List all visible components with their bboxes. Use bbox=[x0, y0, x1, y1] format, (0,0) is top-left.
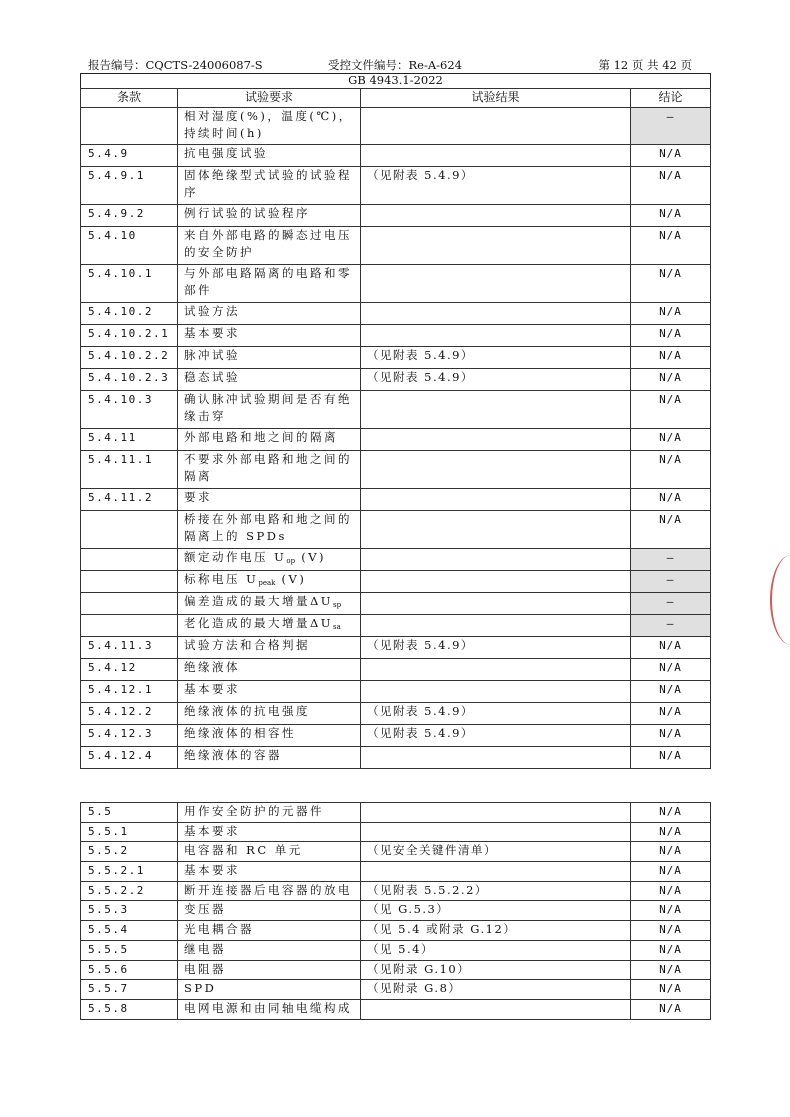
test-result bbox=[361, 747, 631, 769]
conclusion-verdict: — bbox=[631, 571, 711, 593]
conclusion-verdict: N/A bbox=[631, 803, 711, 823]
clause-number: 5.4.10 bbox=[81, 227, 178, 265]
requirement-text: 要求 bbox=[178, 489, 361, 511]
table-row bbox=[81, 369, 711, 391]
clause-number: 5.5.2.1 bbox=[81, 862, 178, 882]
clause-number: 5.4.12.2 bbox=[81, 703, 178, 725]
requirement-text: 确认脉冲试验期间是否有绝缘击穿 bbox=[178, 391, 361, 429]
table-row bbox=[81, 637, 711, 659]
conclusion-verdict: N/A bbox=[631, 822, 711, 842]
test-result bbox=[361, 391, 631, 429]
requirement-text bbox=[178, 615, 361, 637]
table-row bbox=[81, 108, 711, 145]
conclusion-verdict: N/A bbox=[631, 451, 711, 489]
clause-number: 5.4.10.1 bbox=[81, 265, 178, 303]
test-result: （见附表 5.4.9） bbox=[361, 725, 631, 747]
table-row bbox=[81, 747, 711, 769]
clause-number: 5.5.4 bbox=[81, 921, 178, 941]
test-result: （见附表 5.4.9） bbox=[361, 637, 631, 659]
report-number: 报告编号：CQCTS-24006087-S bbox=[88, 58, 263, 72]
table-row bbox=[81, 960, 711, 980]
col-header-result: 试验结果 bbox=[361, 89, 631, 108]
clause-number: 5.4.10.2 bbox=[81, 303, 178, 325]
requirement-text: 不要求外部电路和地之间的隔离 bbox=[178, 451, 361, 489]
requirement-unit: (V) bbox=[275, 572, 307, 586]
conclusion-verdict: N/A bbox=[631, 725, 711, 747]
requirement-text: 抗电强度试验 bbox=[178, 145, 361, 167]
clause-number: 5.4.12.1 bbox=[81, 681, 178, 703]
conclusion-verdict: N/A bbox=[631, 960, 711, 980]
test-result bbox=[361, 593, 631, 615]
requirement-text: 继电器 bbox=[178, 940, 361, 960]
conclusion-verdict: N/A bbox=[631, 681, 711, 703]
table-row bbox=[81, 842, 711, 862]
conclusion-verdict: N/A bbox=[631, 227, 711, 265]
test-result: （见附表 5.4.9） bbox=[361, 369, 631, 391]
test-result bbox=[361, 681, 631, 703]
table-row bbox=[81, 593, 711, 615]
conclusion-verdict: — bbox=[631, 593, 711, 615]
requirement-text: 基本要求 bbox=[178, 325, 361, 347]
table-row bbox=[81, 167, 711, 205]
clause-number: 5.4.10.2.3 bbox=[81, 369, 178, 391]
conclusion-verdict: N/A bbox=[631, 265, 711, 303]
conclusion-verdict: N/A bbox=[631, 999, 711, 1019]
test-result: （见附表 5.4.9） bbox=[361, 347, 631, 369]
requirement-text bbox=[178, 593, 361, 615]
conclusion-verdict: N/A bbox=[631, 303, 711, 325]
test-result bbox=[361, 862, 631, 882]
conclusion-verdict: N/A bbox=[631, 901, 711, 921]
conclusion-verdict: N/A bbox=[631, 145, 711, 167]
clause-table-1 bbox=[80, 88, 711, 769]
table-row bbox=[81, 999, 711, 1019]
requirement-text: 基本要求 bbox=[178, 862, 361, 882]
clause-number: 5.5.2.2 bbox=[81, 881, 178, 901]
clause-number: 5.4.10.2.2 bbox=[81, 347, 178, 369]
table-row bbox=[81, 615, 711, 637]
conclusion-verdict: N/A bbox=[631, 325, 711, 347]
conclusion-verdict: N/A bbox=[631, 980, 711, 1000]
table-row bbox=[81, 703, 711, 725]
table-row bbox=[81, 803, 711, 823]
conclusion-verdict: N/A bbox=[631, 391, 711, 429]
clause-number: 5.5 bbox=[81, 803, 178, 823]
col-header-requirement: 试验要求 bbox=[178, 89, 361, 108]
table-row bbox=[81, 681, 711, 703]
requirement-text: 试验方法 bbox=[178, 303, 361, 325]
clause-number: 5.4.9 bbox=[81, 145, 178, 167]
requirement-subscript: op bbox=[286, 557, 296, 565]
requirement-text: 脉冲试验 bbox=[178, 347, 361, 369]
clause-number: 5.4.9.1 bbox=[81, 167, 178, 205]
table-row bbox=[81, 145, 711, 167]
requirement-text: 试验方法和合格判据 bbox=[178, 637, 361, 659]
test-result: （见附录 G.8） bbox=[361, 980, 631, 1000]
test-result bbox=[361, 659, 631, 681]
test-result bbox=[361, 145, 631, 167]
test-result bbox=[361, 451, 631, 489]
test-result: （见安全关键件清单） bbox=[361, 842, 631, 862]
clause-number: 5.4.12 bbox=[81, 659, 178, 681]
table-row bbox=[81, 325, 711, 347]
standard-title: GB 4943.1-2022 bbox=[80, 73, 711, 89]
table-row bbox=[81, 489, 711, 511]
page-number: 第 12 页 共 42 页 bbox=[598, 58, 692, 72]
clause-number: 5.4.11.3 bbox=[81, 637, 178, 659]
table-row bbox=[81, 901, 711, 921]
conclusion-verdict: N/A bbox=[631, 862, 711, 882]
test-result: （见 5.4） bbox=[361, 940, 631, 960]
clause-number bbox=[81, 108, 178, 145]
conclusion-verdict: N/A bbox=[631, 489, 711, 511]
table-row bbox=[81, 265, 711, 303]
conclusion-verdict: — bbox=[631, 615, 711, 637]
requirement-text: 电容器和 RC 单元 bbox=[178, 842, 361, 862]
stamp-seal-edge bbox=[770, 555, 790, 645]
table-row bbox=[81, 205, 711, 227]
requirement-main: 标称电压 U bbox=[184, 572, 259, 586]
test-result bbox=[361, 489, 631, 511]
table-row bbox=[81, 862, 711, 882]
conclusion-verdict: N/A bbox=[631, 167, 711, 205]
test-result: （见 5.4 或附录 G.12） bbox=[361, 921, 631, 941]
clause-number: 5.4.12.3 bbox=[81, 725, 178, 747]
requirement-text: 与外部电路隔离的电路和零部件 bbox=[178, 265, 361, 303]
requirement-unit: (V) bbox=[295, 550, 326, 564]
clause-number bbox=[81, 615, 178, 637]
test-result bbox=[361, 571, 631, 593]
test-result bbox=[361, 822, 631, 842]
conclusion-verdict: N/A bbox=[631, 369, 711, 391]
requirement-main: 老化造成的最大增量ΔU bbox=[184, 616, 333, 630]
clause-number: 5.5.3 bbox=[81, 901, 178, 921]
clause-number: 5.5.1 bbox=[81, 822, 178, 842]
clause-number: 5.4.11.2 bbox=[81, 489, 178, 511]
conclusion-verdict: N/A bbox=[631, 703, 711, 725]
clause-number: 5.5.8 bbox=[81, 999, 178, 1019]
controlled-doc-number: 受控文件编号：Re-A-624 bbox=[328, 58, 462, 72]
test-result bbox=[361, 108, 631, 145]
conclusion-verdict: N/A bbox=[631, 747, 711, 769]
table-row bbox=[81, 429, 711, 451]
requirement-text: 绝缘液体 bbox=[178, 659, 361, 681]
clause-number bbox=[81, 549, 178, 571]
col-header-conclusion: 结论 bbox=[631, 89, 711, 108]
table-row bbox=[81, 571, 711, 593]
requirement-main: 偏差造成的最大增量ΔU bbox=[184, 594, 333, 608]
table-row bbox=[81, 227, 711, 265]
requirement-text: 变压器 bbox=[178, 901, 361, 921]
clause-number: 5.4.11.1 bbox=[81, 451, 178, 489]
requirement-text: SPD bbox=[178, 980, 361, 1000]
test-result bbox=[361, 615, 631, 637]
clause-table-2 bbox=[80, 802, 711, 1020]
page-header bbox=[80, 55, 710, 74]
conclusion-verdict: N/A bbox=[631, 637, 711, 659]
requirement-text: 用作安全防护的元器件 bbox=[178, 803, 361, 823]
table-row bbox=[81, 980, 711, 1000]
requirement-main: 额定动作电压 U bbox=[184, 550, 287, 564]
requirement-subscript: sp bbox=[333, 601, 342, 609]
table-row bbox=[81, 940, 711, 960]
requirement-text: 基本要求 bbox=[178, 681, 361, 703]
clause-number: 5.5.5 bbox=[81, 940, 178, 960]
requirement-text bbox=[178, 571, 361, 593]
test-result: （见附表 5.4.9） bbox=[361, 703, 631, 725]
col-header-clause: 条款 bbox=[81, 89, 178, 108]
clause-number: 5.4.11 bbox=[81, 429, 178, 451]
test-result bbox=[361, 325, 631, 347]
table-row bbox=[81, 391, 711, 429]
clause-number bbox=[81, 571, 178, 593]
table-row bbox=[81, 822, 711, 842]
clause-number: 5.4.12.4 bbox=[81, 747, 178, 769]
test-result bbox=[361, 429, 631, 451]
conclusion-verdict: N/A bbox=[631, 205, 711, 227]
table-row bbox=[81, 549, 711, 571]
conclusion-verdict: N/A bbox=[631, 940, 711, 960]
table-row bbox=[81, 659, 711, 681]
conclusion-verdict: N/A bbox=[631, 842, 711, 862]
requirement-text bbox=[178, 549, 361, 571]
test-result bbox=[361, 511, 631, 549]
table-row bbox=[81, 921, 711, 941]
conclusion-verdict: N/A bbox=[631, 429, 711, 451]
clause-number: 5.4.10.3 bbox=[81, 391, 178, 429]
test-result: （见 G.5.3） bbox=[361, 901, 631, 921]
test-result bbox=[361, 549, 631, 571]
requirement-subscript: sa bbox=[333, 623, 341, 631]
test-result bbox=[361, 803, 631, 823]
test-result bbox=[361, 227, 631, 265]
requirement-text: 绝缘液体的抗电强度 bbox=[178, 703, 361, 725]
clause-number bbox=[81, 511, 178, 549]
table-row bbox=[81, 451, 711, 489]
requirement-text: 电阻器 bbox=[178, 960, 361, 980]
test-result: （见附表 5.5.2.2） bbox=[361, 881, 631, 901]
requirement-text: 绝缘液体的相容性 bbox=[178, 725, 361, 747]
test-result bbox=[361, 999, 631, 1019]
requirement-text: 相对湿度(%)，温度(℃)，持续时间(h) bbox=[178, 108, 361, 145]
test-result bbox=[361, 205, 631, 227]
test-result bbox=[361, 265, 631, 303]
requirement-text: 断开连接器后电容器的放电 bbox=[178, 881, 361, 901]
clause-number: 5.4.10.2.1 bbox=[81, 325, 178, 347]
clause-number: 5.5.7 bbox=[81, 980, 178, 1000]
table-row bbox=[81, 725, 711, 747]
requirement-text: 例行试验的试验程序 bbox=[178, 205, 361, 227]
clause-number: 5.5.2 bbox=[81, 842, 178, 862]
requirement-text: 桥接在外部电路和地之间的隔离上的 SPDs bbox=[178, 511, 361, 549]
clause-number bbox=[81, 593, 178, 615]
conclusion-verdict: — bbox=[631, 549, 711, 571]
requirement-text: 绝缘液体的容器 bbox=[178, 747, 361, 769]
test-result: （见附表 5.4.9） bbox=[361, 167, 631, 205]
requirement-text: 外部电路和地之间的隔离 bbox=[178, 429, 361, 451]
table-row bbox=[81, 347, 711, 369]
requirement-text: 电网电源和由同轴电缆构成 bbox=[178, 999, 361, 1019]
table-row bbox=[81, 511, 711, 549]
conclusion-verdict: N/A bbox=[631, 881, 711, 901]
conclusion-verdict: N/A bbox=[631, 659, 711, 681]
test-result: （见附录 G.10） bbox=[361, 960, 631, 980]
conclusion-verdict: N/A bbox=[631, 921, 711, 941]
clause-number: 5.5.6 bbox=[81, 960, 178, 980]
clause-number: 5.4.9.2 bbox=[81, 205, 178, 227]
conclusion-verdict: N/A bbox=[631, 511, 711, 549]
requirement-text: 基本要求 bbox=[178, 822, 361, 842]
requirement-text: 稳态试验 bbox=[178, 369, 361, 391]
requirement-text: 来自外部电路的瞬态过电压的安全防护 bbox=[178, 227, 361, 265]
table-row bbox=[81, 881, 711, 901]
table-row bbox=[81, 303, 711, 325]
requirement-text: 光电耦合器 bbox=[178, 921, 361, 941]
test-result bbox=[361, 303, 631, 325]
requirement-text: 固体绝缘型式试验的试验程序 bbox=[178, 167, 361, 205]
conclusion-verdict: — bbox=[631, 108, 711, 145]
conclusion-verdict: N/A bbox=[631, 347, 711, 369]
requirement-subscript: peak bbox=[258, 579, 276, 587]
